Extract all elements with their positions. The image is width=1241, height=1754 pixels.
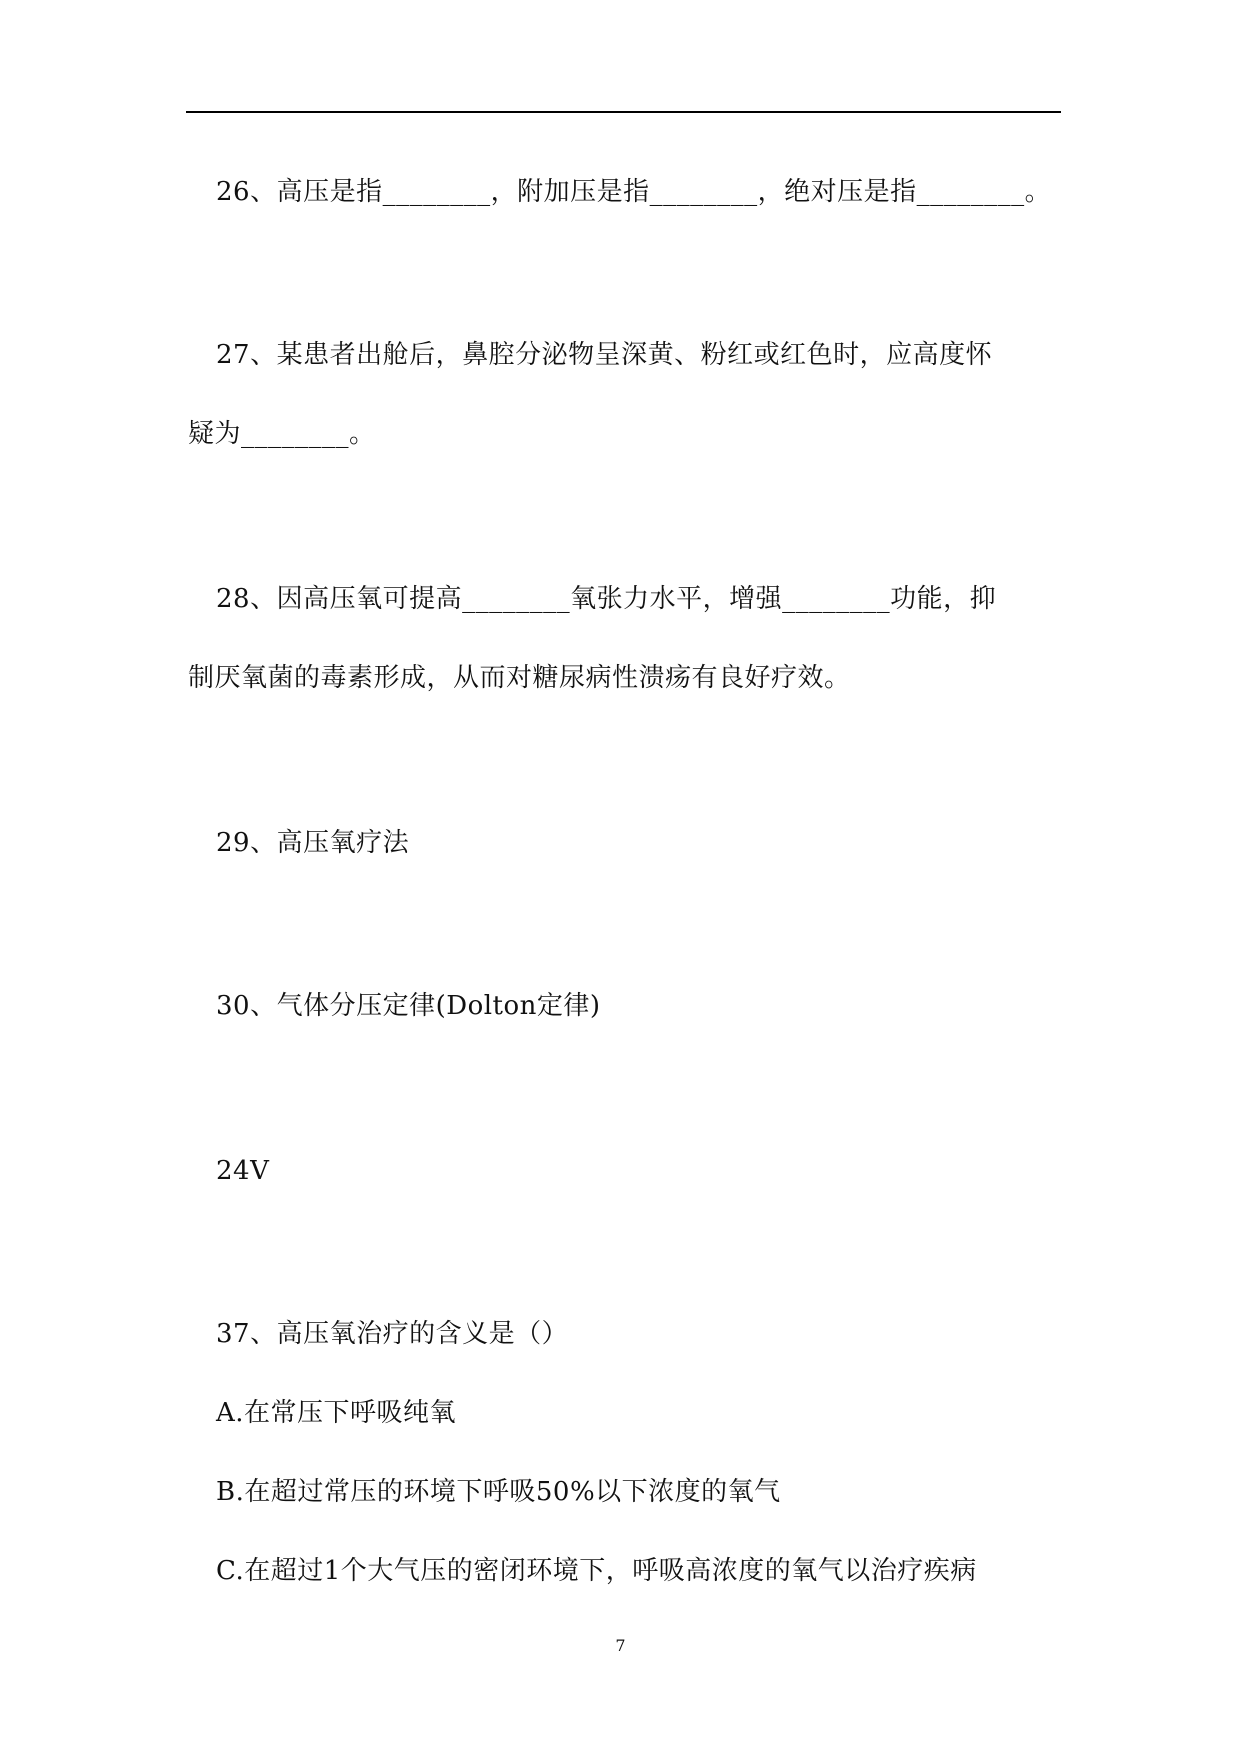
page-number: 7 [615,1636,626,1655]
question-28-line-1: 28、因高压氧可提高________氧张力水平，增强________功能，抑 [216,584,997,614]
header-rule [186,111,1061,113]
question-26: 26、高压是指________，附加压是指________，绝对压是指________。 [216,177,1052,207]
question-28-line-2: 制厌氧菌的毒素形成，从而对糖尿病性溃疡有良好疗效。 [188,663,851,693]
question-30: 30、气体分压定律(Dolton定律) [216,991,601,1021]
option-a: A.在常压下呼吸纯氧 [216,1398,457,1428]
question-27-line-1: 27、某患者出舱后，鼻腔分泌物呈深黄、粉红或红色时，应高度怀 [216,340,993,370]
question-37: 37、高压氧治疗的含义是（） [216,1319,569,1349]
question-27-line-2: 疑为________。 [188,419,376,449]
option-b: B.在超过常压的环境下呼吸50%以下浓度的氧气 [216,1477,781,1507]
text-fragment: 24V [216,1156,270,1186]
question-29: 29、高压氧疗法 [216,828,410,858]
option-c: C.在超过1个大气压的密闭环境下，呼吸高浓度的氧气以治疗疾病 [216,1556,977,1586]
